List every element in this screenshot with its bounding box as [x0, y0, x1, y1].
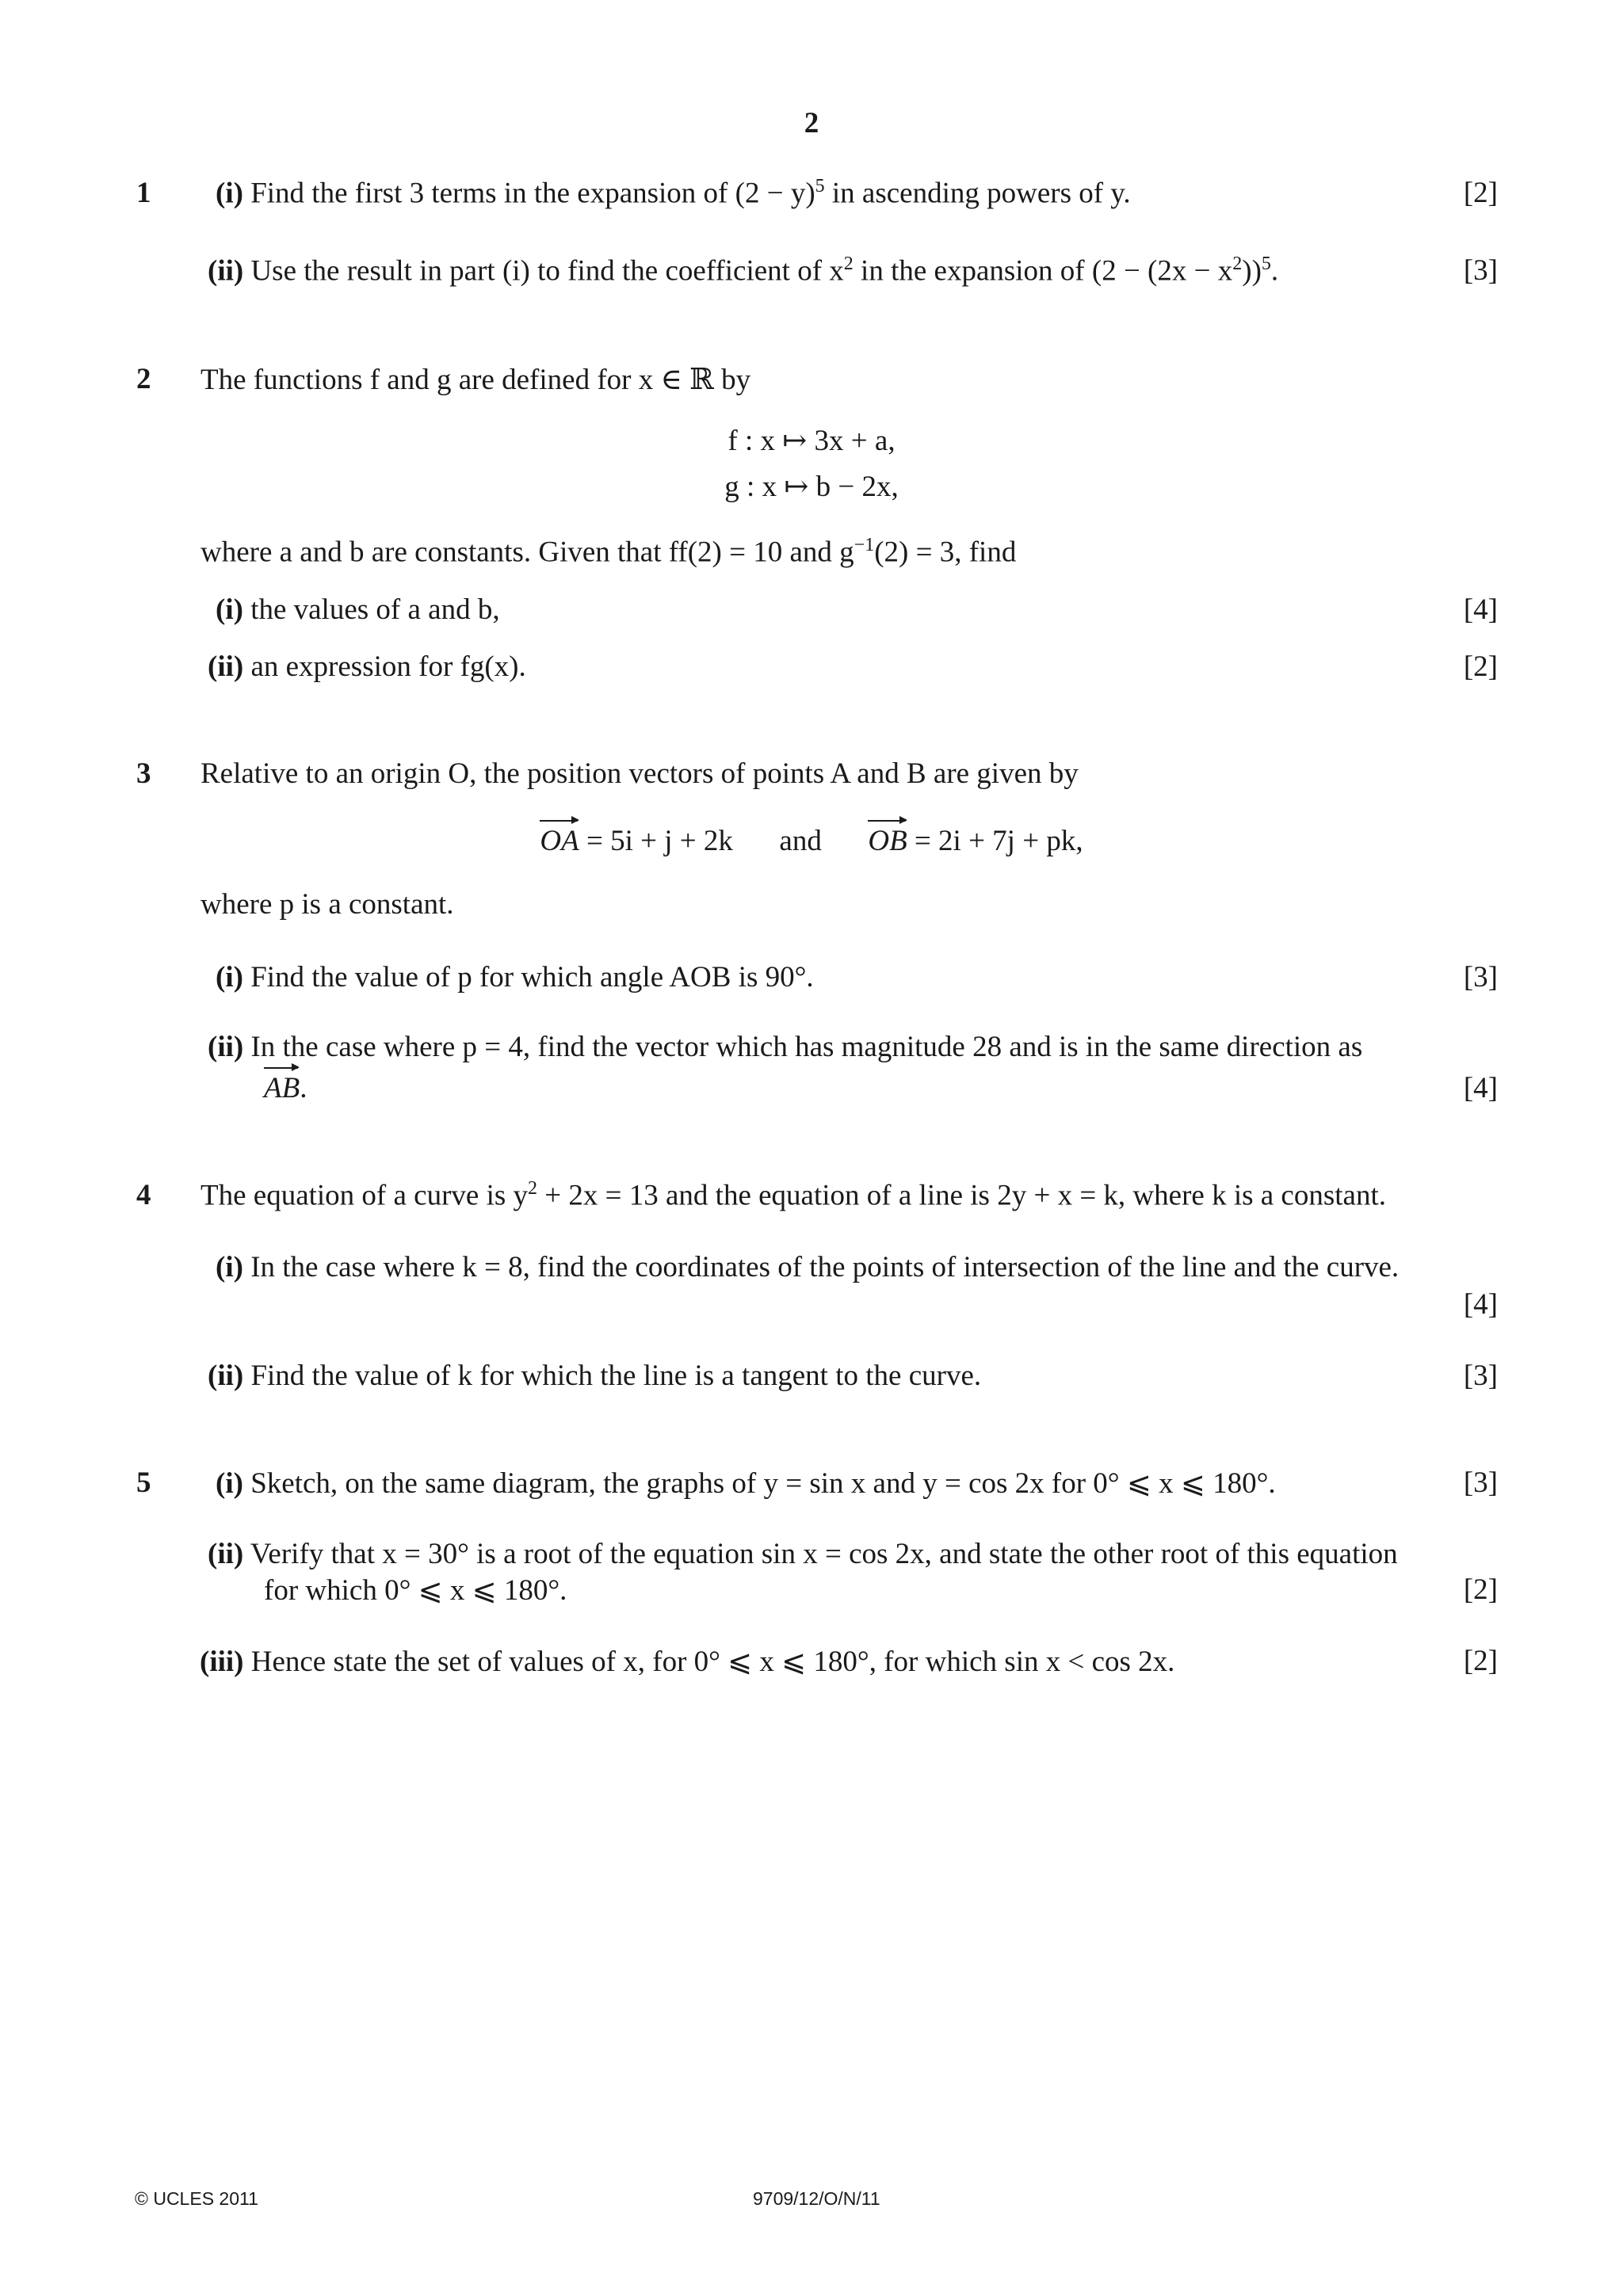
q3-vector-ob: = 2i + 7j + pk, [907, 825, 1083, 857]
q3-where: where p is a constant. [200, 888, 454, 921]
q3-part-i-text: Find the value of p for which angle AOB is 90°. [250, 961, 814, 994]
question-5-number: 5 [136, 1466, 151, 1499]
footer-copyright: © UCLES 2011 [135, 2188, 258, 2209]
q4-part-ii [208, 1359, 981, 1393]
q3-part-ii [208, 1030, 1362, 1064]
q3-vectors [0, 824, 1623, 858]
q2-part-ii-text: an expression for fg(x). [250, 650, 526, 683]
q5-part-ii-label: (ii) [208, 1538, 244, 1570]
q2-g-definition: g : x ↦ b − 2x, [724, 471, 899, 503]
q3-and: and [779, 825, 822, 857]
q1-part-i-exp: 5 [815, 176, 825, 196]
q3-part-ii-marks: [4] [1463, 1072, 1498, 1104]
q3-vector-ab-name: AB [264, 1072, 300, 1104]
q3-vector-oa: = 5i + j + 2k [579, 825, 733, 857]
q2-given-a: where a and b are constants. Given that ff(2) = 10 and g [200, 536, 854, 569]
q5-part-i-marks: [3] [1463, 1466, 1498, 1499]
q2-part-ii-label: (ii) [208, 650, 244, 683]
q5-part-iii-text: Hence state the set of values of x, for 0° ⩽ x ⩽ 180°, for which sin x < cos 2x. [250, 1646, 1175, 1678]
q3-intro: Relative to an origin O, the position vectors of points A and B are given by [200, 757, 1079, 790]
q4-intro [200, 1178, 1386, 1212]
q2-part-ii-marks: [2] [1463, 650, 1498, 683]
question-4-number: 4 [136, 1179, 151, 1211]
q2-given-b: (2) = 3, find [874, 536, 1017, 569]
question-3-number: 3 [136, 757, 151, 790]
page-number: 2 [804, 107, 819, 139]
q5-part-i-label: (i) [216, 1467, 243, 1500]
footer-paper-code: 9709/12/O/N/11 [753, 2188, 880, 2209]
q4-intro-a: The equation of a curve is y [200, 1179, 529, 1212]
q5-part-ii-line2: for which 0° ⩽ x ⩽ 180°. [264, 1574, 567, 1607]
q5-part-iii [200, 1644, 1174, 1679]
q2-part-i-marks: [4] [1463, 593, 1498, 626]
q1-part-ii-marks: [3] [1463, 254, 1498, 287]
q2-given [200, 535, 1016, 569]
q4-intro-b: + 2x = 13 and the equation of a line is 2y + x = k, where k is a constant. [537, 1179, 1386, 1212]
q5-part-i-text: Sketch, on the same diagram, the graphs of y = sin x and y = cos 2x for 0° ⩽ x ⩽ 180°. [250, 1467, 1276, 1500]
q1-part-ii-exp2: 2 [1232, 254, 1243, 274]
q2-intro: The functions f and g are defined for x ∈ ℝ by [200, 364, 751, 396]
q2-part-i [216, 593, 500, 627]
q1-part-i-text: Find the first 3 terms in the expansion of (2 − y) [250, 177, 815, 210]
q3-part-i-marks: [3] [1463, 961, 1498, 994]
q5-part-iii-marks: [2] [1463, 1645, 1498, 1677]
q1-part-ii-exp: 2 [843, 254, 854, 274]
q3-part-i [216, 960, 814, 994]
q1-part-ii-text: Use the result in part (i) to find the coefficient of x [250, 254, 844, 288]
q3-vector-oa-name: OA [540, 825, 579, 857]
q4-intro-exp: 2 [528, 1178, 538, 1199]
q3-part-ii-text2: . [300, 1072, 307, 1104]
q1-part-ii-text2: in the expansion of (2 − (2x − x [853, 254, 1233, 288]
q5-part-ii-text: Verify that x = 30° is a root of the equation sin x = cos 2x, and state the other root of this equation [250, 1538, 1398, 1570]
q3-vector-ob-name: OB [868, 825, 907, 857]
q4-part-ii-marks: [3] [1463, 1360, 1498, 1392]
q1-part-i [216, 176, 1131, 210]
q4-part-i [216, 1250, 1399, 1284]
q4-part-i-text: In the case where k = 8, find the coordinates of the points of intersection of the line and the curve. [250, 1251, 1400, 1283]
q4-part-i-label: (i) [216, 1251, 243, 1283]
question-1-number: 1 [136, 177, 151, 209]
q1-part-ii-text4: . [1270, 254, 1279, 288]
q1-part-i-text2: in ascending powers of y. [824, 177, 1131, 210]
q3-part-ii-text: In the case where p = 4, find the vector which has magnitude 28 and is in the same direction as [250, 1031, 1363, 1063]
q1-part-ii-exp3: 5 [1261, 254, 1271, 274]
q1-part-ii-label: (ii) [208, 254, 244, 288]
q5-part-iii-label: (iii) [200, 1646, 244, 1678]
q1-part-i-label: (i) [216, 177, 243, 210]
q5-part-ii-marks: [2] [1463, 1573, 1498, 1606]
q1-part-ii-text3: )) [1242, 254, 1262, 288]
q5-part-i [216, 1466, 1276, 1501]
q3-part-i-label: (i) [216, 961, 243, 994]
q2-part-i-label: (i) [216, 593, 243, 626]
q2-given-exp: −1 [854, 535, 875, 555]
q4-part-ii-text: Find the value of k for which the line is a tangent to the curve. [250, 1360, 982, 1392]
q4-part-i-marks: [4] [1463, 1288, 1498, 1321]
q1-part-i-marks: [2] [1463, 177, 1498, 209]
q2-part-i-text: the values of a and b, [250, 593, 500, 626]
q5-part-ii [208, 1537, 1398, 1571]
q3-part-ii-vector [264, 1071, 307, 1105]
q2-part-ii [208, 650, 526, 684]
q4-part-ii-label: (ii) [208, 1360, 244, 1392]
q2-f-definition: f : x ↦ 3x + a, [727, 425, 896, 457]
q3-part-ii-label: (ii) [208, 1031, 244, 1063]
q1-part-ii [208, 254, 1278, 288]
question-2-number: 2 [136, 363, 151, 395]
